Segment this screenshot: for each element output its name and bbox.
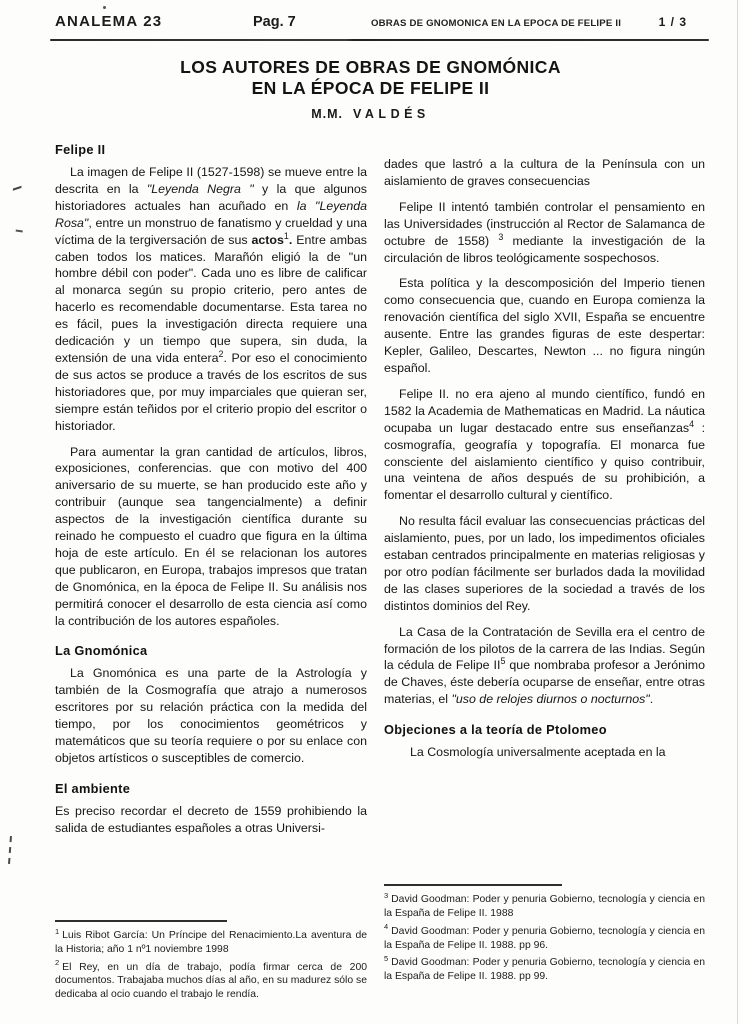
- footnote-rule: [384, 884, 562, 886]
- text-run: . Por eso el conocimiento de sus actos se produce a través de los escritos de sus historiadores que, por muy imparciales que quieran ser, siempre están teñidos por el criterio propio del escritor o historiador.: [55, 350, 367, 433]
- right-footnote-list: [384, 890, 705, 984]
- text-run: 3: [498, 231, 504, 242]
- article-title: [0, 57, 741, 99]
- text-run: y la que algunos historiadores actuales han acuñado en: [55, 181, 367, 213]
- header-rule: [50, 39, 709, 41]
- paragraph: [384, 744, 705, 761]
- running-title: OBRAS DE GNOMONICA EN LA EPOCA DE FELIPE II: [371, 18, 622, 29]
- text-run: "uso de relojes diurnos o nocturnos": [451, 692, 650, 707]
- right-column-text: [384, 156, 705, 761]
- text-run: la "Leyenda Rosa": [55, 198, 367, 230]
- section-heading: Felipe II: [55, 142, 106, 157]
- text-run: 5: [500, 656, 506, 667]
- author-surname: VALDÉS: [353, 107, 430, 121]
- footnote-text: El Rey, en un día de trabajo, podía firmar cerca de 200 documentos. Trabajaba muchos días al año, en su madurez sólo se dedicaba al ocio cuando el trabajo le rendía.: [55, 961, 367, 1001]
- paragraph: [384, 386, 705, 504]
- text-run: dades que lastró a la cultura de la Península con un aislamiento de graves consecuencias: [384, 157, 705, 188]
- text-run: Felipe II. no era ajeno al mundo científico, fundó en 1582 la Academia de Mathematicas en Madrid. La náutica ocupaba un lugar destacado entre sus enseñanzas: [384, 386, 705, 435]
- footnote-number: 3: [384, 890, 389, 900]
- footnote-text: David Goodman: Poder y penuria Gobierno, tecnología y ciencia en la España de Felipe II. 1988: [384, 894, 705, 920]
- page-number-label: Pag. 7: [253, 14, 296, 30]
- footnote: [384, 953, 705, 984]
- footnote-text: David Goodman: Poder y penuria Gobierno, tecnología y ciencia en la España de Felipe II. 1988. pp 99.: [384, 957, 705, 983]
- two-column-body: [0, 142, 741, 1002]
- left-column: [55, 142, 367, 1002]
- text-run: Esta política y la descomposición del Imperio tienen como consecuencia que, cuando en Europa comienza la renovación científica del siglo XVII, España se encuentre ausente. Entre las grandes figuras de este despertar: Kepler, Galileo, Descartes, Newton ... no figura ningún español.: [384, 276, 705, 375]
- paragraph: [55, 444, 367, 630]
- text-run: La imagen de Felipe II (1527-1598) se mueve entre la descrita en la: [55, 165, 367, 196]
- footnote-number: 2: [55, 958, 60, 968]
- paragraph: [55, 665, 367, 766]
- text-run: La Casa de la Contratación de Sevilla era el centro de formación de los pilotos de la carrera de las Indias. Según la cédula de Felipe II: [384, 624, 705, 673]
- author-byline: [0, 107, 741, 121]
- left-column-text: [55, 142, 367, 837]
- footnote: [55, 926, 367, 957]
- footnote-number: 1: [55, 926, 60, 936]
- footnote: [384, 922, 705, 953]
- footnote-text: Luis Ribot García: Un Príncipe del Renacimiento.La aventura de la Historia; año 1 nº1 noviembre 1998: [55, 930, 367, 955]
- text-run: Felipe II intentó también controlar el pensamiento en las Universidades (instrucción al Rector de Salamanca de octubre de 1558): [384, 199, 705, 248]
- text-run: .: [288, 232, 297, 247]
- footnote: [384, 890, 705, 921]
- left-footnotes: [55, 920, 367, 1002]
- running-header: [0, 0, 741, 30]
- journal-name: ANALEMA 23: [55, 13, 163, 30]
- left-footnote-list: [55, 926, 367, 1002]
- text-run: La Cosmología universalmente aceptada en la: [410, 745, 666, 760]
- footnote-number: 4: [384, 922, 389, 932]
- text-run: 4: [689, 418, 695, 429]
- paragraph: [384, 275, 705, 376]
- text-run: Es preciso recordar el decreto de 1559 prohibiendo la salida de estudiantes españoles a otras Universi-: [55, 803, 367, 835]
- text-run: , entre un monstruo de fanatismo y crueldad y una víctima de la tergiversación de sus: [55, 215, 367, 247]
- sheet-fraction: 1 / 3: [658, 15, 687, 29]
- text-run: actos: [251, 232, 284, 247]
- section-heading: El ambiente: [55, 780, 131, 796]
- text-run: 2: [218, 348, 224, 359]
- footnote: [55, 958, 367, 1002]
- paragraph: [55, 164, 367, 435]
- text-run: : cosmografía, geografía y topografía. El monarca fue consciente del aislamiento científico y quiso contribuir, una veintena de años después de su prohibición, a fomentar el desarrollo cultural y científico.: [384, 420, 706, 503]
- author-initials: M.M.: [311, 107, 343, 121]
- text-run: Para aumentar la gran cantidad de artículos, libros, exposiciones, conferencias. que con motivo del 400 aniversario de su muerte, se han producido este año y contribuir (aunque sea tangencialmente) a definir aspectos de la investigación científica durante su reinado he compuesto el cuadro que figura en la última hoja de este artículo. En él se relacionan los autores que publicaron, en Europa, trabajos impresos que tratan de Gnomónica, en la época de Felipe II. Su análisis nos permitirá conocer el desarrollo de esta ciencia así como la contribución de los autores españoles.: [55, 444, 367, 628]
- paragraph: [55, 803, 367, 837]
- right-footnotes: [384, 884, 705, 984]
- paragraph: [384, 624, 705, 709]
- section-heading: Objeciones a la teoría de Ptolomeo: [384, 722, 607, 738]
- footnote-number: 5: [384, 953, 389, 963]
- section-heading: La Gnomónica: [55, 643, 148, 659]
- article-title-line2: EN LA ÉPOCA DE FELIPE II: [251, 78, 490, 98]
- text-run: "Leyenda Negra ": [146, 181, 254, 196]
- text-run: Entre ambas caben todos los matices. Marañón eligió la de "un hombre débil con poder". Cada uno es libre de calificar al monarca según su propio criterio, pero antes de hacerlo es recomendable documentarse. Esta tarea no es fácil, pues la investigación directa requiere una dedicación y un tiempo que supera, sin duda, la extensión de una vida entera: [55, 232, 367, 365]
- paragraph: [384, 199, 705, 267]
- footnote-text: David Goodman: Poder y penuria Gobierno, tecnología y ciencia en la España de Felipe II. 1988. pp 96.: [384, 925, 705, 951]
- text-run: 1: [283, 230, 289, 241]
- text-run: que nombraba profesor a Jerónimo de Chaves, éste debería ocuparse de enseñar, entre otras materias, el: [384, 658, 705, 707]
- right-column: [384, 142, 705, 1002]
- paragraph: [384, 513, 705, 614]
- text-run: No resulta fácil evaluar las consecuencias prácticas del aislamiento, pues, por un lado, los impedimentos oficiales estaban centrados principalmente en materias religiosas y por otro podían fácilmente ser burlados dada la movilidad de las clases superiores de la sociedad a través de los distintos dominios del Rey.: [384, 514, 705, 613]
- text-run: mediante la investigación de la circulación de libros teológicamente sospechosos.: [384, 233, 705, 265]
- article-title-line1: LOS AUTORES DE OBRAS DE GNOMÓNICA: [180, 57, 561, 77]
- text-run: .: [649, 692, 654, 707]
- paragraph: [384, 156, 705, 190]
- footnote-rule: [55, 920, 227, 922]
- text-run: La Gnomónica es una parte de la Astrología y también de la Cosmografía que atrajo a numerosos escritores por su relación práctica con la medida del tiempo, por los conocimientos geométricos y matemáticos que su teoría requiere o por su enlace con objetos artísticos o susceptibles de comercio.: [55, 666, 367, 765]
